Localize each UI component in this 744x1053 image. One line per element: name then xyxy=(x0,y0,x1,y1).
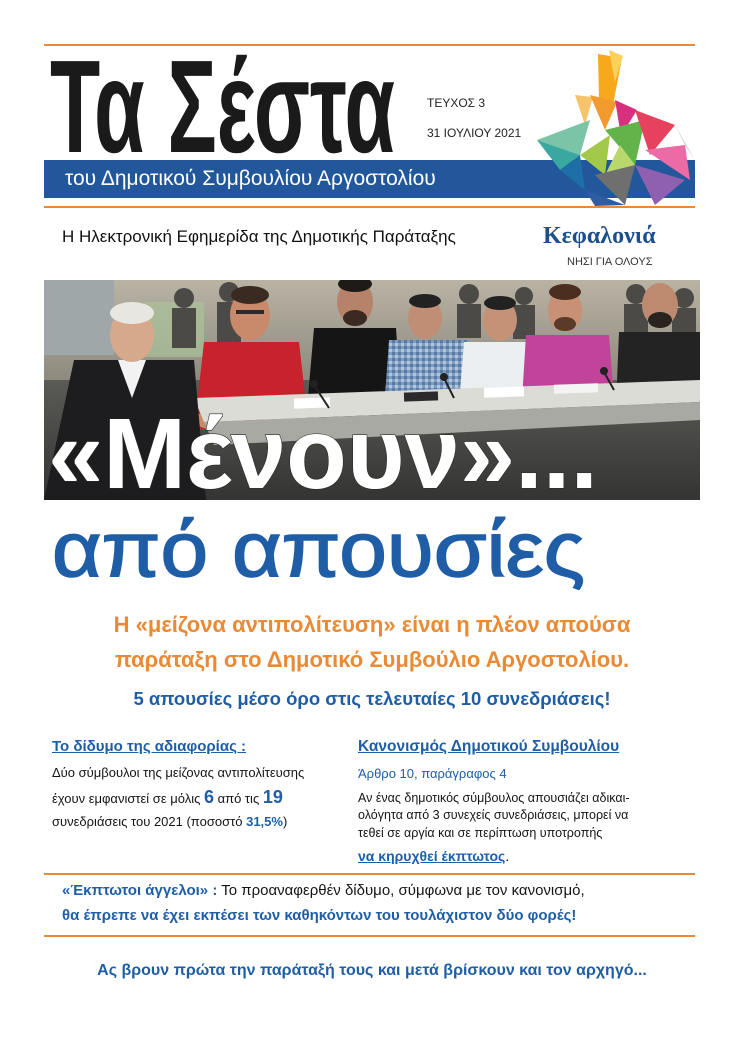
left-column-line-3 xyxy=(52,813,287,831)
right-column-conclusion-end: . xyxy=(505,848,510,864)
issue-number: ΤΕΥΧΟΣ 3 xyxy=(427,96,486,110)
lead-line-1: Η «μείζονα αντιπολίτευση» είναι η πλέον απούσα xyxy=(113,612,631,637)
main-headline-text: από απουσίες xyxy=(52,505,585,590)
lead-line-2: παράταξη στο Δημοτικό Συμβούλιο Αργοστολίου. xyxy=(114,647,630,672)
right-column-heading: Κανονισμός Δημοτικού Συμβουλίου xyxy=(358,738,620,755)
top-rule xyxy=(44,44,695,46)
party-logo xyxy=(535,50,695,208)
left-column-line-3-end: ) xyxy=(282,814,288,829)
callout-line-1 xyxy=(62,881,585,901)
masthead-rule xyxy=(44,206,695,208)
right-column-conclusion xyxy=(358,847,509,865)
right-column-conclusion-text: να κηρυχθεί έκπτωτος xyxy=(358,848,506,864)
total-sessions: 19 xyxy=(262,787,283,807)
issue-date: 31 ΙΟΥΛΙΟΥ 2021 xyxy=(427,126,522,140)
tagline: Η Ηλεκτρονική Εφημερίδα της Δημοτικής Παράταξης xyxy=(62,227,456,246)
callout-top-rule xyxy=(44,873,695,875)
lead-stat: 5 απουσίες μέσο όρο στις τελευταίες 10 συνεδριάσεις! xyxy=(133,688,611,709)
masthead-band-text: του Δημοτικού Συμβουλίου Αργοστολίου xyxy=(65,167,436,190)
closing-line: Ας βρουν πρώτα την παράταξή τους και μετά βρίσκουν και τον αρχηγό... xyxy=(97,962,647,979)
photo-headline xyxy=(44,395,700,500)
right-column-article: Άρθρο 10, παράγραφος 4 xyxy=(358,766,507,781)
callout-text: Το προαναφερθέν δίδυμο, σύμφωνα με τον κανονισμό, xyxy=(217,882,585,899)
right-column-line-2: ολόγητα από 3 συνεχείς συνεδριάσεις, μπορεί να xyxy=(358,808,629,822)
callout-bottom-rule xyxy=(44,935,695,937)
party-slogan: ΝΗΣΙ ΓΙΑ ΟΛΟΥΣ xyxy=(567,256,653,268)
party-name: Κεφαλονιά xyxy=(543,223,656,249)
newspaper-title xyxy=(44,48,404,160)
photo-headline-text: «Μένουν»... xyxy=(48,398,598,500)
left-column-line-3-text: συνεδριάσεις του 2021 (ποσοστό xyxy=(52,814,247,829)
callout-label: «Έκπτωτοι άγγελοι» : xyxy=(62,882,218,899)
newspaper-title-text: Τα Σέστα xyxy=(50,48,395,160)
left-column-line-2-mid: από τις xyxy=(213,791,263,806)
attendance-count: 6 xyxy=(203,787,214,807)
callout-line-2: θα έπρεπε να έχει εκπέσει των καθηκόντων του τουλάχιστον δύο φορές! xyxy=(62,907,577,924)
right-column-line-1: Αν ένας δημοτικός σύμβουλος απουσιάζει αδικαι- xyxy=(358,791,630,805)
left-column-line-2 xyxy=(52,786,283,810)
right-column-line-3: τεθεί σε αργία και σε περίπτωση υποτροπής xyxy=(358,826,603,840)
left-column-line-1: Δύο σύμβουλοι της μείζονας αντιπολίτευσης xyxy=(52,765,305,780)
attendance-percentage: 31,5% xyxy=(246,814,283,829)
main-headline xyxy=(44,500,604,590)
left-column-heading: Το δίδυμο της αδιαφορίας : xyxy=(52,738,247,755)
left-column-line-2-text: έχουν εμφανιστεί σε μόλις xyxy=(52,791,204,806)
